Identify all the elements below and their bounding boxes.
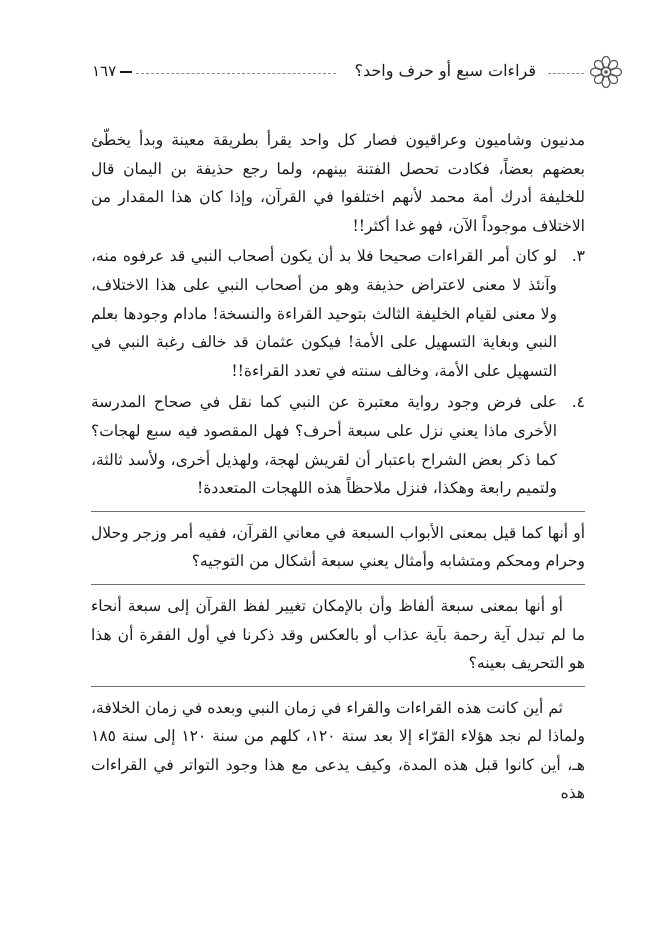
list-item-number: ٣. [571, 247, 585, 266]
section-divider [91, 686, 585, 687]
paragraph: أو أنها كما قيل بمعنى الأبواب السبعة في معاني القرآن، ففيه أمر وزجر وحلال وحرام ومحكم ومتشابه وأمثال يعني سبعة أشكال من التوجيه؟ [91, 523, 585, 571]
intro-paragraph: مدنيون وشاميون وعراقيون فصار كل واحد يقرأ بطريقة معينة وبدأ يخطّئ بعضهم بعضاً، فكادت تحصل الفتنة بينهم، ولما رجع حذيفة بن اليمان قال للخليفة أدرك أمة محمد لأنهم اختلفوا في القرآن، وإذا كان هذا المقدار من الاختلاف موجوداً الآن، فهو غدا أكثر!! [91, 131, 585, 235]
list-item-text: لو كان أمر القراءات صحيحا فلا بد أن يكون أصحاب النبي قد عرفوه منه، وآنئذ لا معنى لاعتراض حذيفة وهو من أصحاب النبي على هذا الاختلاف، ولا معنى لقيام الخليفة الثالث بتوحيد القراءة والنسخة! مادام وجودها بعلم النبي وبغاية التسهيل على الأمة! فيكون عثمان قد خالف رغبة النبي في التسهيل على الأمة، وخالف سنته في تعدد القراءة!! [91, 247, 557, 380]
header-rule-left [136, 73, 336, 74]
paragraph: أو أنها بمعنى سبعة ألفاظ وأن بالإمكان تغيير لفظ القرآن إلى سبعة أنحاء ما لم تبدل آية رحمة بآية عذاب أو بالعكس وقد ذكرنا في أول الفقرة أن هذا هو التحريف بعينه؟ [91, 596, 585, 673]
list-item-text: على فرض وجود رواية معتبرة عن النبي كما نقل في صحاح المدرسة الأخرى ماذا يعني نزل على سبعة أحرف؟ فهل المقصود فيه سبع لهجات؟ كما ذكر بعض الشراح باعتبار أن لقريش لهجة، ولهذيل أخرى، ولأسد ثالثة، ولتميم رابعة وهكذا، فنزل ملاحظاً هذه اللهجات المتعددة! [91, 393, 557, 498]
section-divider [91, 511, 585, 512]
page-number [92, 60, 132, 82]
section-divider [91, 584, 585, 585]
list-item [91, 242, 585, 385]
floral-rosette-icon [588, 54, 624, 90]
page-body [91, 126, 585, 808]
paragraph: ثم أين كانت هذه القراءات والقراء في زمان النبي وبعده في زمان الخلافة، ولماذا لم نجد هؤلاء القرّاء إلا بعد سنة ١٢٠، كلهم من سنة ١٢٠ إلى سنة ١٨٥ هـ، أين كانوا قبل هذه المدة، وكيف يدعى مع هذا وجود التواتر في القراءات هذه [91, 698, 585, 803]
running-title: قراءات سبع أو حرف واحد؟ [354, 61, 536, 80]
page-number-value: ١٦٧ [92, 62, 117, 80]
list-item-number: ٤. [571, 393, 585, 412]
page-number-dash [120, 71, 132, 73]
page-header [92, 54, 584, 94]
list-item [91, 388, 585, 502]
numbered-list [91, 242, 585, 502]
header-rule-right [548, 73, 584, 74]
